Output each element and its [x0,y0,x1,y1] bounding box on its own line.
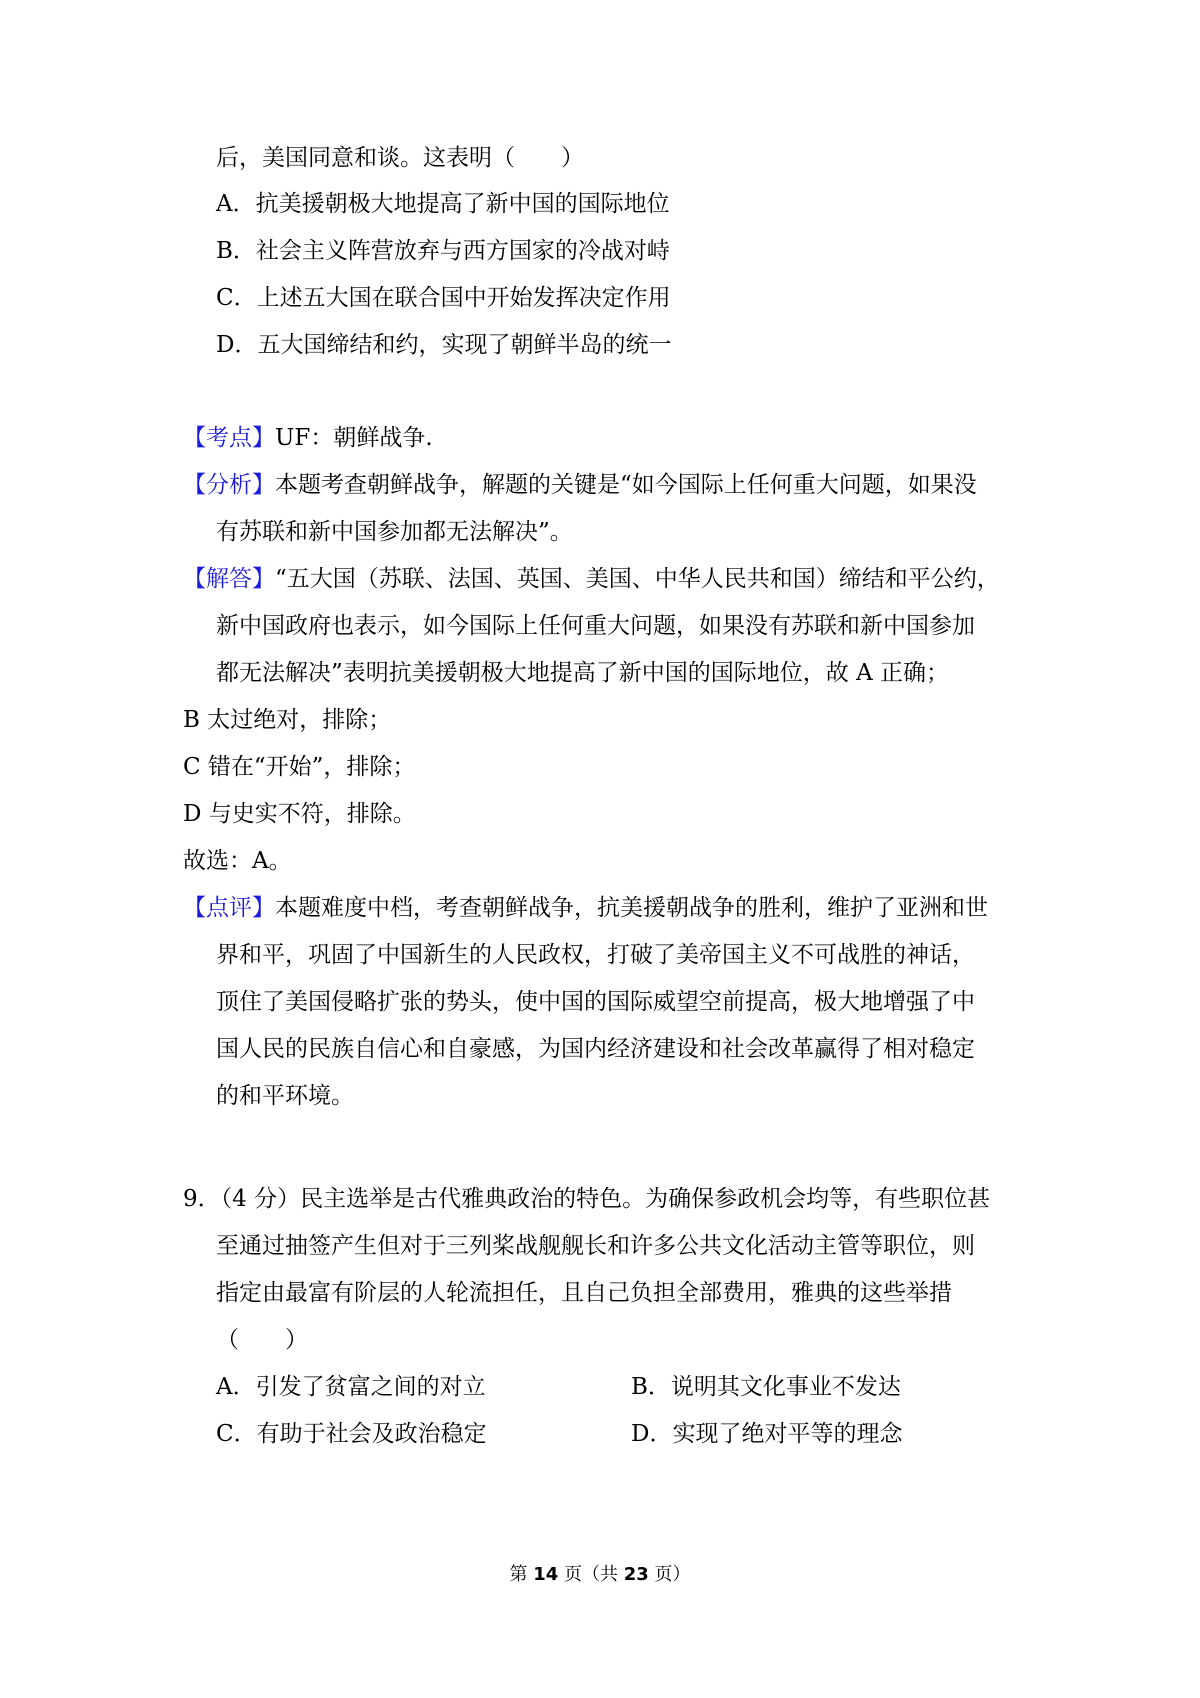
footer-prefix: 第 [509,1564,528,1585]
kaodian-tag: 【考点】 [183,425,275,451]
q8-option-b: B．社会主义阵营放弃与西方国家的冷战对峙 [216,238,670,264]
footer-mid: 页（共 [564,1564,618,1585]
q8-option-a: A．抗美援朝极大地提高了新中国的国际地位 [216,191,670,217]
fenxi-line-1 [183,470,977,500]
fenxi-tag: 【分析】 [183,472,275,498]
q9-option-a: A．引发了贫富之间的对立 [216,1374,486,1400]
fenxi-text-1: 本题考查朝鲜战争，解题的关键是“如今国际上任何重大问题，如果没 [275,472,977,498]
q9-stem-line-3: 指定由最富有阶层的人轮流担任，且自己负担全部费用，雅典的这些举措 [216,1280,952,1306]
jieda-text-1: “五大国（苏联、法国、英国、美国、中华人民共和国）缔结和平公约， [275,566,1000,592]
dianping-line-5: 的和平环境。 [216,1083,354,1109]
jieda-extra-c: C 错在“开始”，排除； [183,754,416,780]
q9-option-d: D．实现了绝对平等的理念 [631,1421,903,1447]
q9-stem-line-2: 至通过抽签产生但对于三列桨战舰舰长和许多公共文化活动主管等职位，则 [216,1233,975,1259]
jieda-line-2: 新中国政府也表示，如今国际上任何重大问题，如果没有苏联和新中国参加 [216,613,975,639]
jieda-line-3: 都无法解决”表明抗美援朝极大地提高了新中国的国际地位，故 A 正确； [216,660,949,686]
footer-total-pages: 23 [623,1564,649,1585]
dianping-line-1 [183,893,988,923]
jieda-line-1 [183,564,1000,594]
dianping-tag: 【点评】 [183,895,275,921]
jieda-extra-d: D 与史实不符，排除。 [183,801,416,827]
q9-stem-line-4: （ ） [216,1327,308,1353]
q8-option-d: D．五大国缔结和约，实现了朝鲜半岛的统一 [216,332,672,358]
q9-option-c: C．有助于社会及政治稳定 [216,1421,487,1447]
dianping-line-4: 国人民的民族自信心和自豪感，为国内经济建设和社会改革赢得了相对稳定 [216,1036,975,1062]
footer-page-number: 14 [533,1564,559,1585]
jieda-tag: 【解答】 [183,566,275,592]
jieda-extra-b: B 太过绝对，排除； [183,707,392,733]
fenxi-line-2: 有苏联和新中国参加都无法解决”。 [216,519,573,545]
kaodian-line [183,423,433,453]
kaodian-text: UF：朝鲜战争. [275,425,433,451]
footer-suffix: 页） [654,1564,691,1585]
jieda-answer: 故选：A。 [183,848,292,874]
q9-stem-line-1: 9．（4 分）民主选举是古代雅典政治的特色。为确保参政机会均等，有些职位甚 [183,1186,991,1212]
q8-option-c: C．上述五大国在联合国中开始发挥决定作用 [216,285,671,311]
page-footer [0,1563,1200,1587]
dianping-line-2: 界和平，巩固了中国新生的人民政权，打破了美帝国主义不可战胜的神话， [216,942,975,968]
q9-option-b: B．说明其文化事业不发达 [631,1374,901,1400]
dianping-text-1: 本题难度中档，考查朝鲜战争，抗美援朝战争的胜利，维护了亚洲和世 [275,895,988,921]
dianping-line-3: 顶住了美国侵略扩张的势头，使中国的国际威望空前提高，极大地增强了中 [216,989,975,1015]
q8-stem-tail: 后，美国同意和谈。这表明（ ） [216,145,584,171]
